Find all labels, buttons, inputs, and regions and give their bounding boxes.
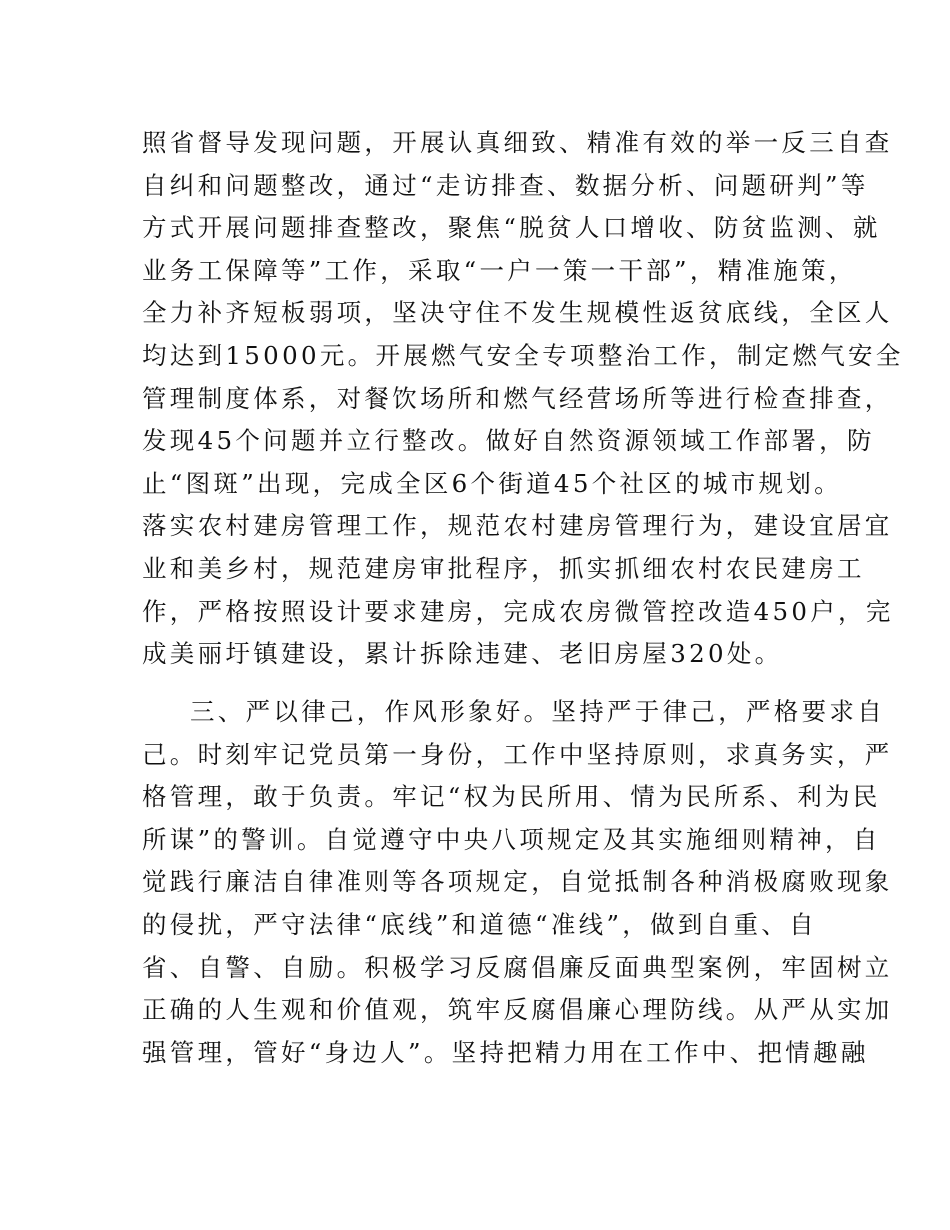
text-line: 方式开展问题排查整改，聚焦“脱贫人口增收、防贫监测、就 (142, 213, 881, 243)
text-line: 止“图斑”出现，完成全区6个街道45个社区的城市规划。 (142, 468, 842, 498)
text-line: 全力补齐短板弱项，坚决守住不发生规模性返贫底线，全区人 (142, 298, 893, 328)
text-line: 照省督导发现问题，开展认真细致、精准有效的举一反三自查 (142, 128, 893, 157)
text-line: 作，严格按照设计要求建房，完成农房微管控改造450户，完 (142, 596, 894, 626)
text-line: 强管理，管好“身边人”。坚持把精力用在工作中、把情趣融 (142, 1037, 869, 1067)
text-line: 所谋”的警训。自觉遵守中央八项规定及其实施细则精神，自 (142, 824, 881, 854)
text-line: 业和美乡村，规范建房审批程序，抓实抓细农村农民建房工 (142, 553, 865, 583)
text-line: 成美丽圩镇建设，累计拆除违建、老旧房屋320处。 (142, 639, 783, 669)
text-line: 的侵扰，严守法律“底线”和道德“准线”，做到自重、自 (142, 909, 817, 939)
section-heading-line: 三、严以律己，作风形象好。坚持严于律己，严格要求自 (190, 697, 885, 726)
paragraph-self-discipline (142, 691, 893, 1074)
text-line: 格管理，敢于负责。牢记“权为民所用、情为民所系、利为民 (142, 782, 881, 812)
text-line: 业务工保障等”工作，采取“一户一策一干部”，精准施策， (142, 255, 857, 285)
text-line: 管理制度体系，对餐饮场所和燃气经营场所等进行检查排查， (142, 383, 893, 413)
text-line: 正确的人生观和价值观，筑牢反腐倡廉心理防线。从严从实加 (142, 995, 893, 1025)
text-line: 自纠和问题整改，通过“走访排查、数据分析、问题研判”等 (142, 170, 869, 200)
text-line: 均达到15000元。开展燃气安全专项整治工作，制定燃气安全 (142, 340, 904, 370)
paragraph-work-results (142, 122, 904, 676)
text-line: 觉践行廉洁自律准则等各项规定，自觉抵制各种消极腐败现象 (142, 867, 893, 897)
text-line: 落实农村建房管理工作，规范农村建房管理行为，建设宜居宜 (142, 511, 893, 541)
text-line: 省、自警、自励。积极学习反腐倡廉反面典型案例，牢固树立 (142, 952, 893, 982)
text-line: 己。时刻牢记党员第一身份，工作中坚持原则，求真务实，严 (142, 739, 893, 769)
text-line: 发现45个问题并立行整改。做好自然资源领域工作部署，防 (142, 426, 875, 456)
